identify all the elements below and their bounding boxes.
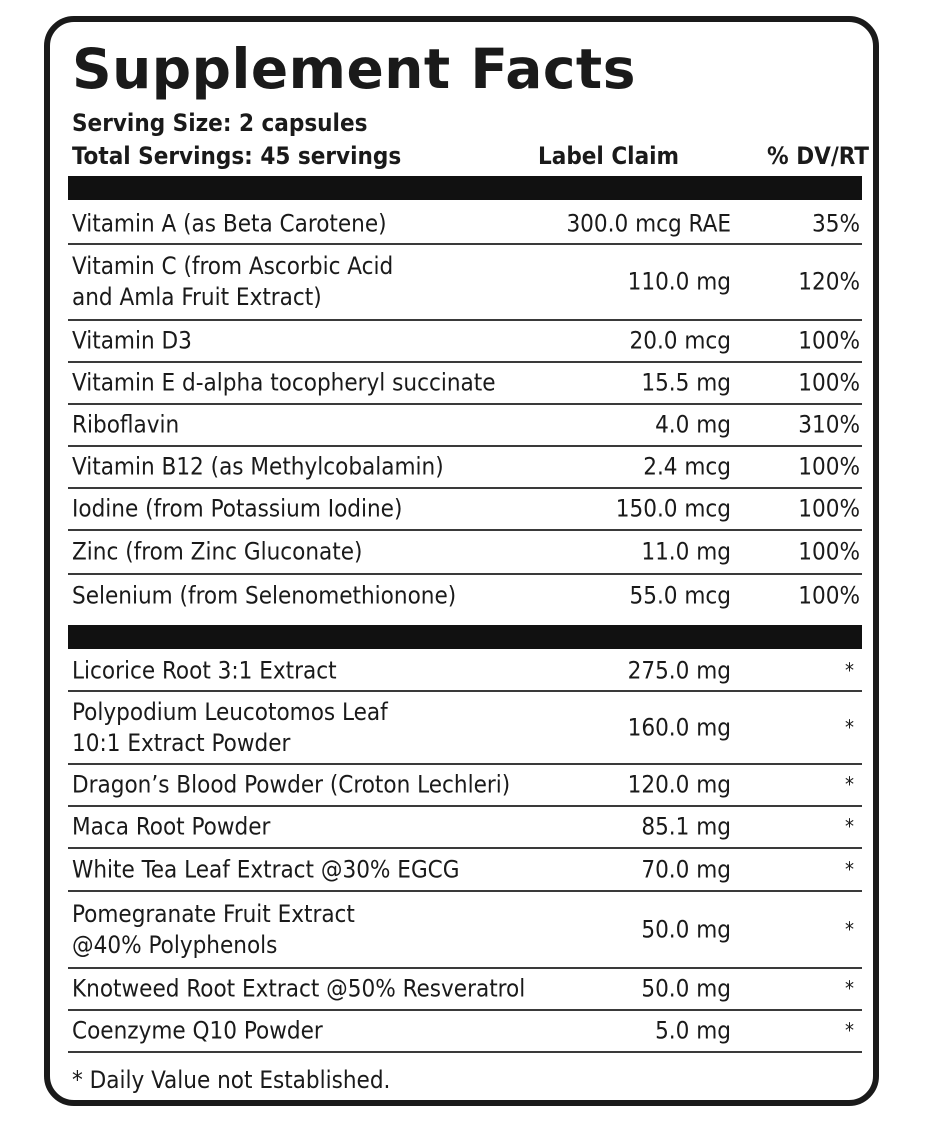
label-claim-value: 275.0 mg	[627, 656, 731, 685]
dv-header: % DV/RT	[767, 142, 869, 170]
dv-value: 120%	[798, 267, 860, 296]
label-claim-value: 160.0 mg	[627, 713, 731, 741]
dv-value: *	[845, 658, 854, 683]
label-claim-value: 50.0 mg	[641, 974, 731, 1003]
ingredient-name: Knotweed Root Extract @50% Resveratrol	[72, 974, 526, 1003]
label-claim-value: 55.0 mcg	[629, 581, 731, 610]
ingredient-name: Vitamin A (as Beta Carotene)	[72, 209, 387, 237]
label-claim-value: 120.0 mg	[627, 770, 731, 799]
dv-value: 35%	[812, 209, 860, 237]
ingredient-name: Iodine (from Potassium Iodine)	[72, 494, 403, 523]
panel-title: Supplement Facts	[72, 37, 636, 101]
table-row	[68, 765, 862, 807]
ingredient-name: Coenzyme Q10 Powder	[72, 1016, 323, 1045]
dv-value: 310%	[798, 410, 860, 439]
ingredient-name: Vitamin D3	[72, 326, 192, 355]
label-claim-value: 5.0 mg	[655, 1016, 731, 1045]
ingredient-name: Dragon’s Blood Powder (Croton Lechleri)	[72, 770, 511, 799]
dv-value: *	[845, 857, 854, 881]
ingredient-name: Polypodium Leucotomos Leaf 10:1 Extract Powder	[72, 697, 388, 757]
table-row	[68, 363, 862, 405]
label-claim-header: Label Claim	[538, 142, 680, 170]
label-claim-value: 4.0 mg	[655, 410, 731, 439]
table-row	[68, 807, 862, 849]
dv-value: 100%	[798, 537, 860, 566]
ingredient-name: Licorice Root 3:1 Extract	[72, 656, 337, 685]
header-divider-bar	[68, 176, 862, 200]
ingredient-name: Vitamin B12 (as Methylcobalamin)	[72, 452, 444, 481]
table-row	[68, 245, 862, 321]
label-claim-value: 300.0 mcg RAE	[566, 209, 731, 237]
serving-size: Serving Size: 2 capsules	[72, 109, 368, 137]
table-row	[68, 652, 862, 692]
dv-value: *	[845, 772, 854, 797]
table-row	[68, 321, 862, 363]
table-row	[68, 489, 862, 531]
table-row	[68, 849, 862, 892]
label-claim-value: 2.4 mcg	[643, 452, 731, 481]
ingredient-name: Vitamin E d-alpha tocopheryl succinate	[72, 368, 496, 397]
supplement-facts-panel	[44, 16, 879, 1106]
table-row	[68, 692, 862, 765]
label-claim-value: 70.0 mg	[641, 855, 731, 883]
label-claim-value: 20.0 mcg	[629, 326, 731, 355]
label-claim-value: 11.0 mg	[641, 537, 731, 566]
dv-value: *	[845, 814, 854, 839]
dv-value: 100%	[798, 368, 860, 397]
label-claim-value: 15.5 mg	[641, 368, 731, 397]
ingredient-name: Selenium (from Selenomethionone)	[72, 581, 457, 610]
table-row	[68, 405, 862, 447]
ingredient-name: Vitamin C (from Ascorbic Acid and Amla Fruit Extract)	[72, 252, 394, 311]
ingredient-name: Maca Root Powder	[72, 812, 271, 841]
ingredient-name: Pomegranate Fruit Extract @40% Polyphenols	[72, 899, 355, 959]
total-servings: Total Servings: 45 servings	[72, 142, 402, 170]
ingredient-name: Zinc (from Zinc Gluconate)	[72, 537, 363, 566]
dv-value: *	[845, 715, 854, 739]
label-claim-value: 50.0 mg	[641, 915, 731, 943]
table-row	[68, 447, 862, 489]
section-divider-bar	[68, 625, 862, 649]
botanicals-table	[68, 652, 862, 1053]
table-row	[68, 1011, 862, 1053]
vitamins-table	[68, 204, 862, 617]
ingredient-name: Riboflavin	[72, 410, 180, 439]
label-claim-value: 150.0 mcg	[615, 494, 731, 523]
dv-value: 100%	[798, 581, 860, 610]
ingredient-name: White Tea Leaf Extract @30% EGCG	[72, 855, 460, 883]
label-claim-value: 85.1 mg	[641, 812, 731, 841]
table-row	[68, 892, 862, 969]
table-row	[68, 969, 862, 1011]
dv-value: *	[845, 976, 854, 1001]
table-row	[68, 204, 862, 245]
table-row	[68, 531, 862, 575]
dv-value: 100%	[798, 452, 860, 481]
dv-value: 100%	[798, 494, 860, 523]
dv-value: *	[845, 917, 854, 941]
dv-value: 100%	[798, 326, 860, 355]
label-claim-value: 110.0 mg	[627, 267, 731, 296]
footnote: * Daily Value not Established.	[72, 1066, 391, 1094]
dv-value: *	[845, 1018, 854, 1043]
table-row	[68, 575, 862, 617]
